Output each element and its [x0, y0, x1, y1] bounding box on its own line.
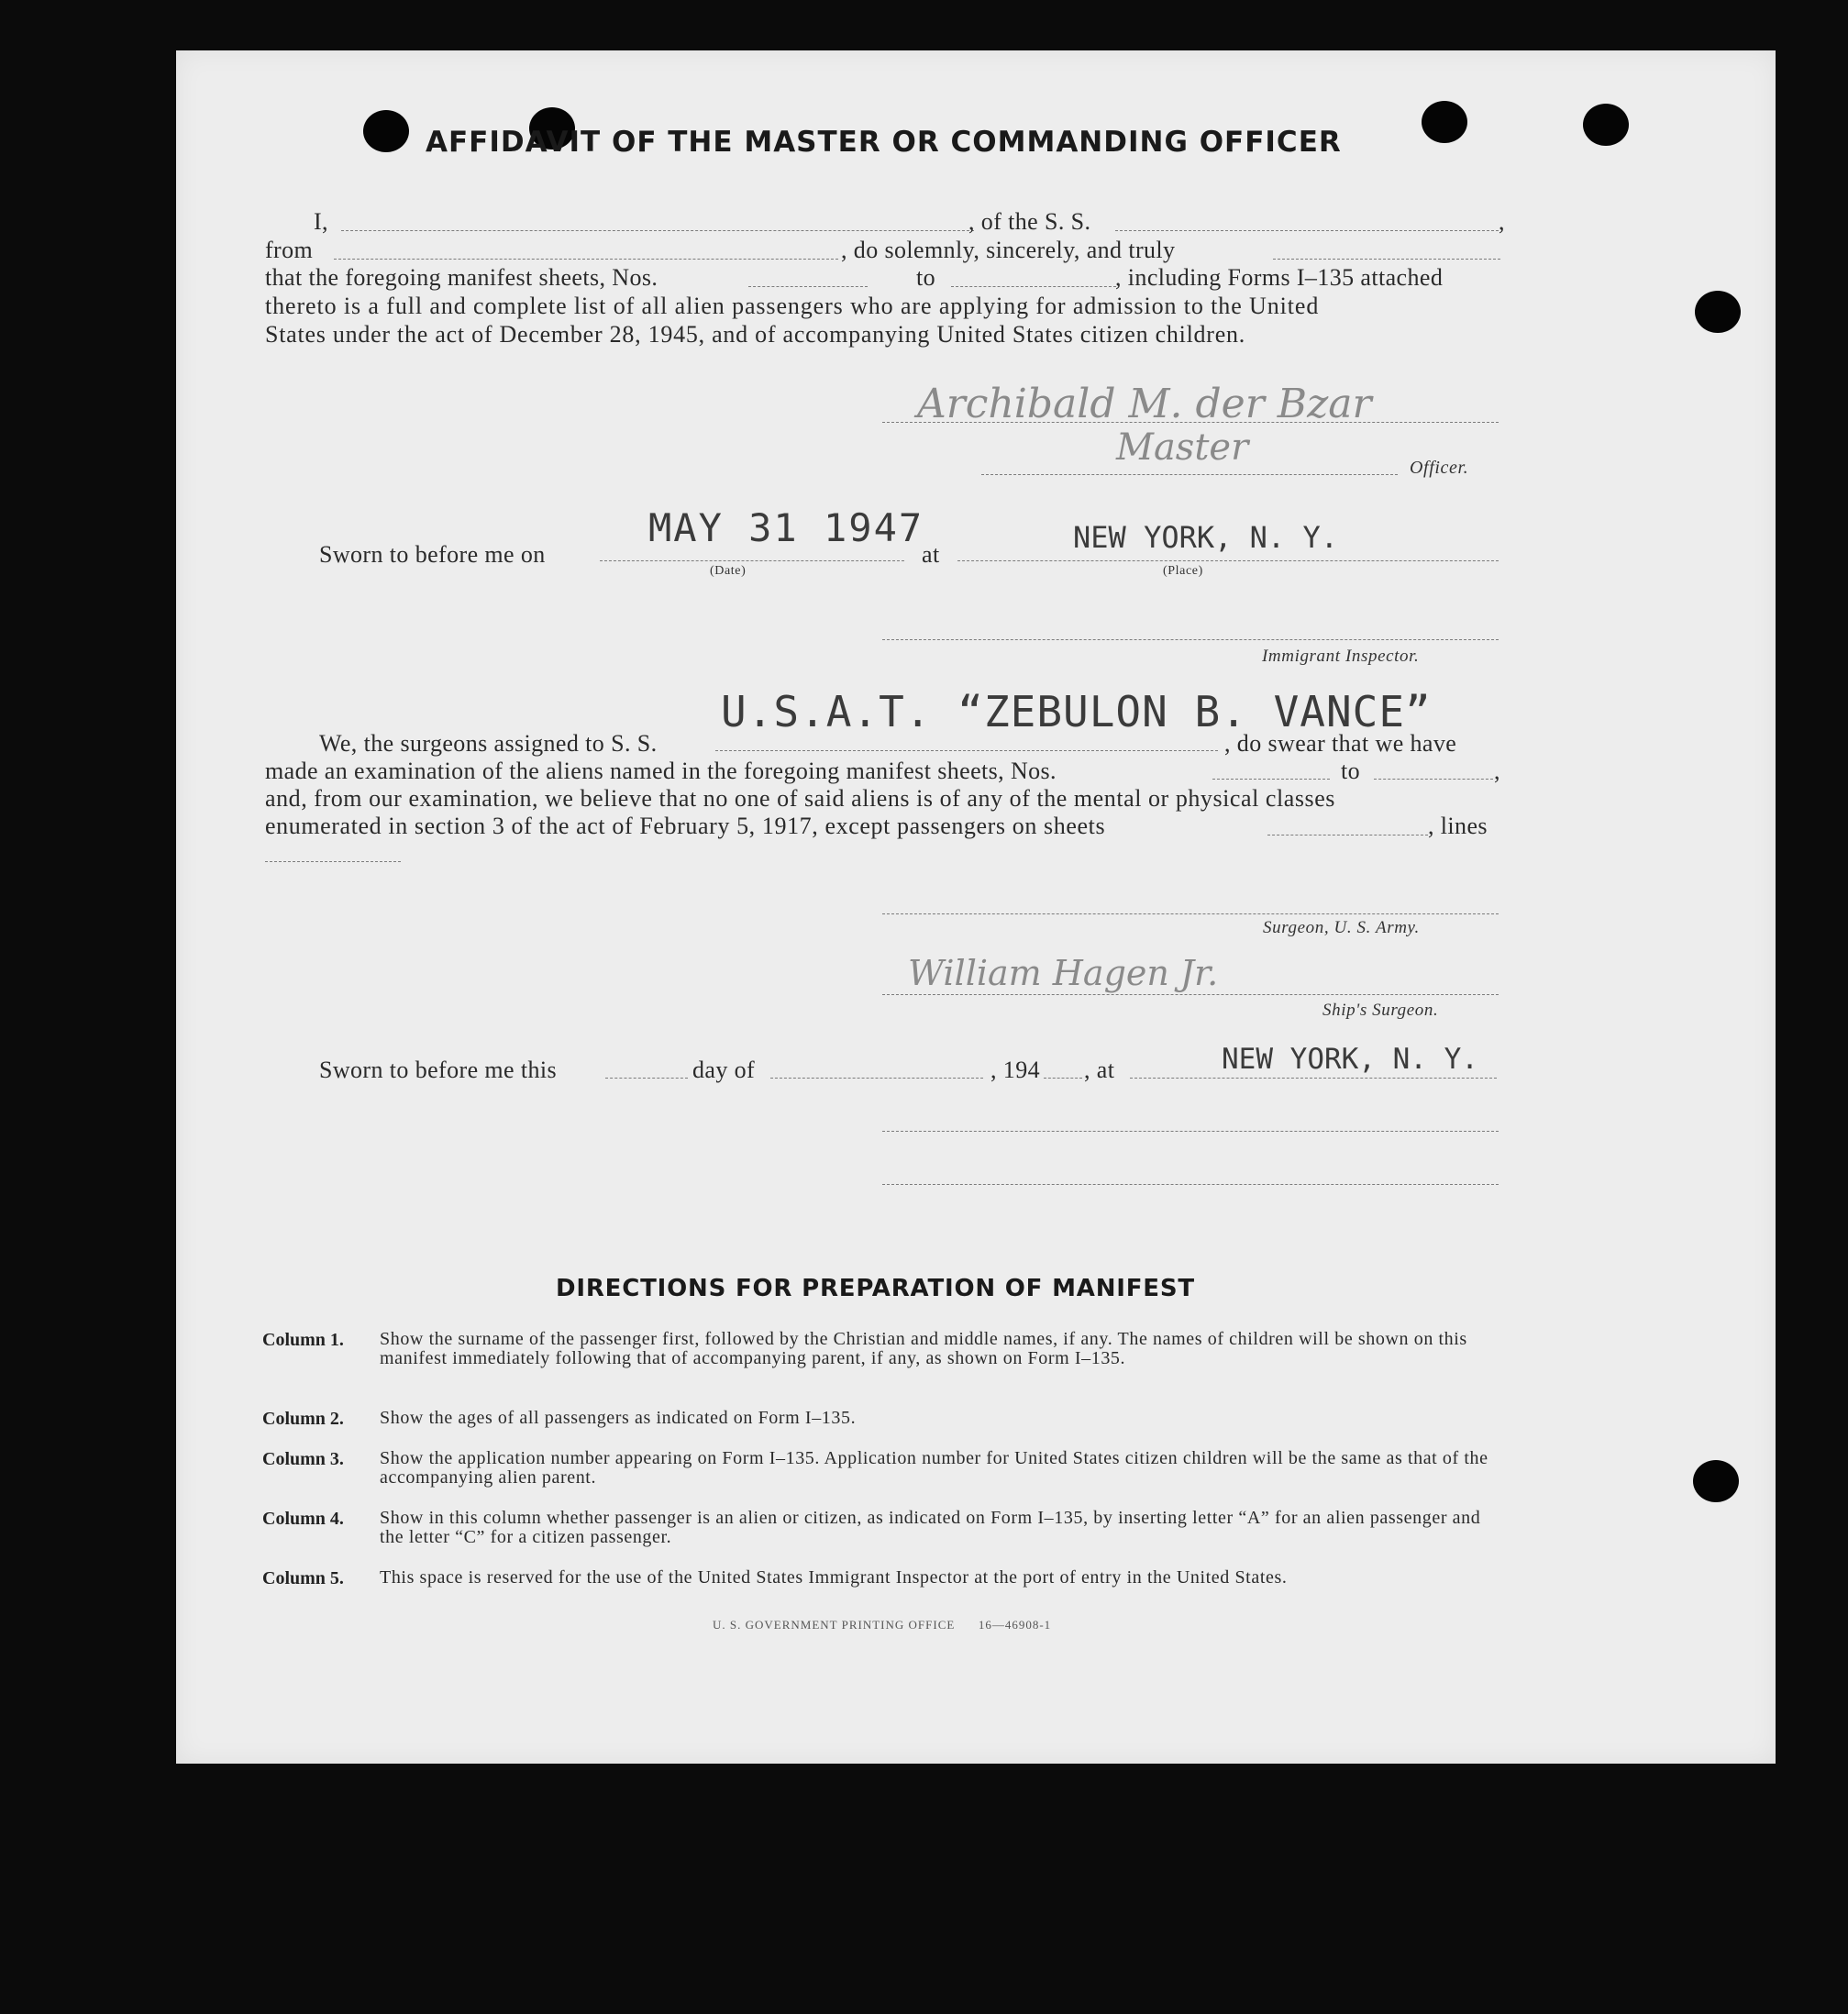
- surgeons-line-4a: enumerated in section 3 of the act of February 5, 1917, except passengers on sheets: [265, 813, 1106, 839]
- surgeons-line-2a: made an examination of the aliens named in the foregoing manifest sheets, Nos.: [265, 758, 1057, 784]
- surgeons-nos-to: [1374, 779, 1493, 780]
- sworn-place-field: [1130, 1078, 1497, 1079]
- column-text: Show the application number appearing on Form I–135. Application number for United States citizen children will be the same as that of the accompanying alien parent.: [380, 1448, 1488, 1488]
- column-label: Column 2.: [262, 1409, 344, 1429]
- day-of-label: day of: [692, 1057, 756, 1083]
- year-label: , 194: [990, 1057, 1040, 1083]
- surgeons-line-3: and, from our examination, we believe that no one of said aliens is of any of the mental or physical classes: [265, 785, 1335, 812]
- inspector-line-3: [882, 1184, 1499, 1185]
- surgeons-line-2c: ,: [1494, 758, 1500, 784]
- punch-hole: [1422, 101, 1467, 143]
- affidavit-line-1c: ,: [1499, 208, 1505, 235]
- column-text: Show the ages of all passengers as indicated on Form I–135.: [380, 1408, 857, 1428]
- document-page: [176, 50, 1776, 1764]
- punch-hole: [1583, 104, 1629, 146]
- master-signature: Archibald M. der Bzar: [917, 381, 1372, 427]
- place-caption: (Place): [1163, 564, 1203, 578]
- punch-hole: [1695, 291, 1741, 333]
- column-label: Column 4.: [262, 1509, 344, 1529]
- ship-name-stamp: U.S.A.T. “ZEBULON B. VANCE”: [721, 687, 1432, 736]
- surgeons-line-1b: , do swear that we have: [1224, 730, 1457, 757]
- affidavit-line-1a: I,: [314, 208, 328, 235]
- officer-line: [981, 474, 1398, 475]
- directions-title: DIRECTIONS FOR PREPARATION OF MANIFEST: [556, 1275, 1195, 1302]
- sworn-at-1: at: [922, 541, 940, 568]
- ship-surgeon-label: Ship's Surgeon.: [1322, 1001, 1439, 1020]
- ship-field: [1115, 230, 1499, 231]
- master-title-signature: Master: [1116, 426, 1249, 469]
- date-caption: (Date): [710, 564, 747, 578]
- sworn-label-2: Sworn to before me this: [319, 1057, 558, 1083]
- inspector-label: Immigrant Inspector.: [1262, 647, 1420, 666]
- column-label: Column 5.: [262, 1568, 344, 1588]
- punch-hole: [1693, 1460, 1739, 1502]
- affidavit-line-1b: , of the S. S.: [968, 208, 1091, 235]
- army-surgeon-line: [882, 913, 1499, 914]
- inspector-line: [882, 639, 1499, 640]
- army-surgeon-label: Surgeon, U. S. Army.: [1263, 918, 1420, 937]
- name-field: [341, 230, 974, 231]
- officer-label: Officer.: [1410, 458, 1469, 478]
- date-field: [600, 560, 904, 561]
- affidavit-line-4: thereto is a full and complete list of all alien passengers who are applying for admission to the United: [265, 293, 1320, 319]
- column-text: Show the surname of the passenger first, followed by the Christian and middle names, if any. The names of children will be shown on this manifest immediately following that of accompanying parent, if any, as shown on Form I–135.: [380, 1329, 1467, 1368]
- column-label: Column 1.: [262, 1330, 344, 1350]
- day-field: [605, 1078, 688, 1079]
- affidavit-line-2b: , do solemnly, sincerely, and truly: [841, 237, 1176, 263]
- printing-office-footer: U. S. GOVERNMENT PRINTING OFFICE 16—46908-1: [713, 1618, 1052, 1632]
- affidavit-line-3b: to: [916, 264, 936, 291]
- from-field: [334, 259, 838, 260]
- sworn-at-2: , at: [1084, 1057, 1115, 1083]
- column-text: Show in this column whether passenger is an alien or citizen, as indicated on Form I–135, by inserting letter “A” for an alien passenger and the letter “C” for a citizen passenger.: [380, 1508, 1481, 1547]
- month-field: [770, 1078, 983, 1079]
- oath-field: [1273, 259, 1500, 260]
- year-field: [1044, 1078, 1082, 1079]
- nos-to-field: [951, 286, 1116, 287]
- punch-hole: [363, 110, 409, 152]
- sworn-label-1: Sworn to before me on: [319, 541, 546, 568]
- surgeons-line-4b: , lines: [1428, 813, 1488, 839]
- affidavit-line-2a: from: [265, 237, 314, 263]
- signature-line: [882, 422, 1499, 423]
- column-label: Column 3.: [262, 1449, 344, 1469]
- affidavit-line-5: States under the act of December 28, 1945, and of accompanying United States citizen children.: [265, 321, 1245, 348]
- place-stamp-2: NEW YORK, N. Y.: [1222, 1043, 1478, 1076]
- nos-from-field: [748, 286, 868, 287]
- surgeons-nos-from: [1212, 779, 1330, 780]
- inspector-line-2: [882, 1131, 1499, 1132]
- affidavit-line-3a: that the foregoing manifest sheets, Nos.: [265, 264, 658, 291]
- affidavit-title: AFFIDAVIT OF THE MASTER OR COMMANDING OFFICER: [426, 126, 1342, 159]
- place-stamp-1: NEW YORK, N. Y.: [1073, 520, 1338, 555]
- surgeons-line-1a: We, the surgeons assigned to S. S.: [319, 730, 658, 757]
- date-stamp: MAY 31 1947: [648, 505, 924, 550]
- affidavit-line-3c: , including Forms I–135 attached: [1115, 264, 1444, 291]
- ship-surgeon-signature: William Hagen Jr.: [908, 953, 1219, 993]
- column-text: This space is reserved for the use of the United States Immigrant Inspector at the port of entry in the United States.: [380, 1567, 1288, 1588]
- surgeons-line-2b: to: [1341, 758, 1361, 784]
- place-field: [957, 560, 1499, 561]
- ship-surgeon-line: [882, 994, 1499, 995]
- lines-field: [265, 861, 401, 862]
- ship-field-surgeons: [715, 750, 1218, 751]
